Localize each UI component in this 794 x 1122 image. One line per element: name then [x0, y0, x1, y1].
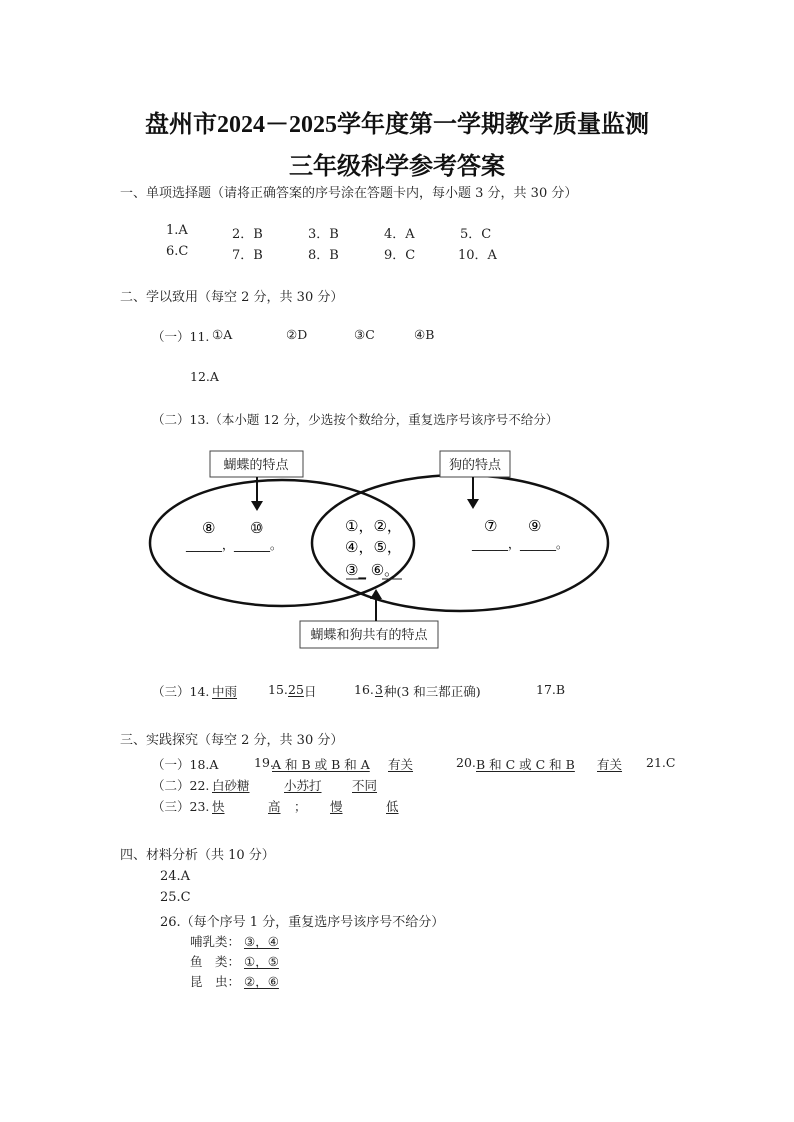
- q11-a3: ③C: [354, 327, 375, 342]
- q23-label: （三）23.: [152, 799, 210, 814]
- answer-3: 3．B: [308, 227, 339, 242]
- fish-answer: ①，⑤: [244, 954, 279, 969]
- insect-answer: ②，⑥: [244, 974, 279, 989]
- venn-right-a: ⑦: [484, 517, 498, 535]
- q23-a3: 慢: [330, 799, 343, 814]
- q22-label: （二）22.: [152, 778, 210, 793]
- q11-a1: ①A: [212, 327, 233, 342]
- venn-diagram: [140, 445, 610, 655]
- fish-label: 鱼 类：: [190, 954, 241, 969]
- q26-instruction: 26.（每个序号 1 分，重复选序号该序号不给分）: [160, 915, 445, 930]
- q11-a2: ②D: [286, 327, 308, 342]
- answer-1: 1.A: [166, 223, 188, 238]
- section-3-heading: 三、实践探究（每空 2 分，共 30 分）: [120, 733, 344, 748]
- shared-label: 蝴蝶和狗共有的特点: [310, 628, 428, 643]
- q23-a4: 低: [386, 799, 399, 814]
- q22-a3: 不同: [352, 778, 378, 793]
- answer-9: 9．C: [384, 248, 416, 263]
- venn-mid-row1: ①，②，: [345, 517, 402, 535]
- q19-answer-b: 有关: [388, 757, 414, 772]
- q25-answer: 25.C: [160, 890, 191, 905]
- q23-a2: 高: [268, 799, 281, 814]
- q23-sep: ；: [294, 799, 307, 814]
- q20-label: 20.: [456, 755, 476, 770]
- q22-a1: 白砂糖: [212, 778, 250, 793]
- q11-a4: ④B: [414, 327, 435, 342]
- answer-7: 7．B: [232, 248, 263, 263]
- q21-answer: 21.C: [646, 755, 676, 770]
- q17-answer: 17.B: [536, 682, 566, 697]
- q16-note: 种(3 和三都正确): [384, 684, 481, 699]
- venn-left-b: ⑩: [250, 519, 264, 537]
- q20-answer-b: 有关: [597, 757, 623, 772]
- butterfly-label: 蝴蝶的特点: [223, 458, 289, 473]
- answer-4: 4．A: [384, 227, 415, 242]
- section-2-heading: 二、学以致用（每空 2 分，共 30 分）: [120, 290, 344, 305]
- venn-right-blank: ______，______。: [472, 537, 569, 551]
- mammal-answer: ③，④: [244, 934, 279, 949]
- q19-label: 19.: [254, 755, 274, 770]
- q15-unit: 日: [304, 684, 317, 699]
- answer-6: 6.C: [166, 244, 189, 259]
- q15-answer: 25: [288, 682, 304, 697]
- venn-mid-row3: ③_ ⑥。: [345, 561, 400, 579]
- dog-label: 狗的特点: [448, 458, 502, 473]
- q23-a1: 快: [212, 799, 225, 814]
- arrow-down-icon: [467, 499, 479, 509]
- venn-left-a: ⑧: [202, 519, 216, 537]
- q18-label: （一）18.A: [152, 757, 219, 772]
- q14-label: （三）14.: [152, 684, 210, 699]
- q11-label: （一）11.: [152, 329, 210, 344]
- q24-answer: 24.A: [160, 869, 191, 884]
- q16-answer: 3: [375, 682, 383, 697]
- answer-2: 2．B: [232, 227, 263, 242]
- answer-5: 5．C: [460, 227, 492, 242]
- page-subtitle: 三年级科学参考答案: [289, 154, 505, 180]
- q22-a2: 小苏打: [284, 778, 322, 793]
- venn-mid-row2: ④，⑤，: [345, 538, 402, 556]
- section-4-heading: 四、材料分析（共 10 分）: [120, 848, 275, 863]
- venn-right-b: ⑨: [528, 517, 542, 535]
- q13-instruction: （二）13.（本小题 12 分，少选按个数给分，重复选序号该序号不给分）: [152, 412, 559, 427]
- answer-10: 10．A: [458, 248, 497, 263]
- section-1-heading: 一、单项选择题（请将正确答案的序号涂在答题卡内，每小题 3 分，共 30 分）: [120, 186, 578, 201]
- q20-answer: B 和 C 或 C 和 B: [476, 757, 575, 772]
- q16-label: 16.: [354, 682, 374, 697]
- insect-label: 昆 虫：: [190, 974, 241, 989]
- mammal-label: 哺乳类：: [190, 934, 241, 949]
- answer-8: 8．B: [308, 248, 339, 263]
- q14-answer: 中雨: [212, 684, 238, 699]
- venn-left-blank: ______，______。: [186, 538, 283, 552]
- q12-answer: 12.A: [190, 369, 219, 384]
- page-title: 盘州市2024－2025学年度第一学期教学质量监测: [145, 112, 649, 138]
- q15-label: 15.: [268, 682, 288, 697]
- arrow-down-icon: [251, 501, 263, 511]
- q19-answer: A 和 B 或 B 和 A: [272, 757, 370, 772]
